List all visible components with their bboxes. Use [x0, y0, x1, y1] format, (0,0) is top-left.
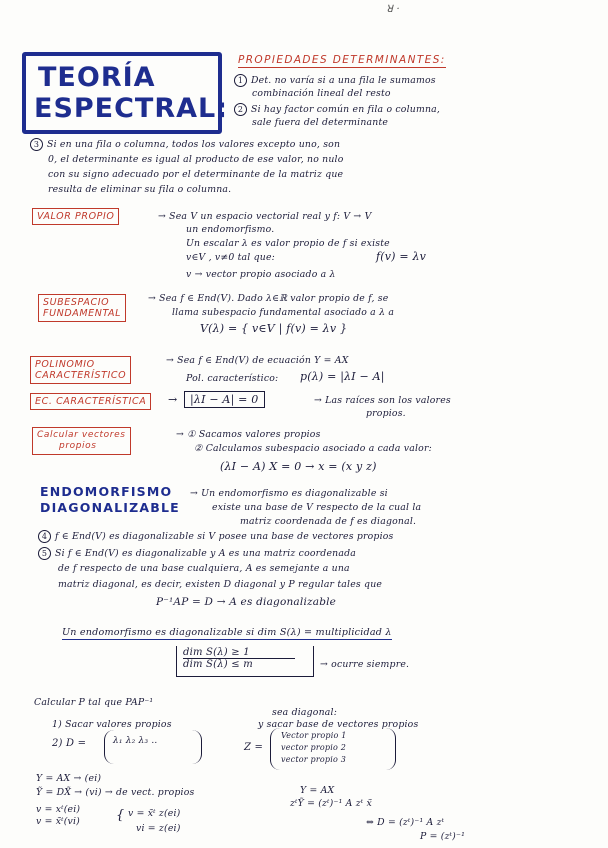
ec-arrow: →	[168, 393, 178, 406]
matrix-eq-4: P = (zᵗ)⁻¹	[420, 831, 466, 842]
calc-p-diagonal: sea diagonal:	[272, 707, 338, 718]
relation-5: v = x̃ᵗ z(ei)	[128, 808, 181, 819]
property-2-cont: sale fuera del determinante	[252, 117, 389, 128]
calcular-label-1: Calcular vectores	[37, 430, 126, 440]
calcular-vectores-label	[32, 427, 131, 455]
vp-line-3: Un escalar λ es valor propio de f si existe	[186, 238, 390, 249]
top-mark: ꓤ ·	[386, 4, 400, 15]
polinomio-label	[30, 356, 131, 384]
ec-equation: |λI − A| = 0	[184, 391, 265, 408]
endomorfismo-title-1: ENDOMORFISMO	[40, 484, 173, 499]
properties-heading: PROPIEDADES DETERMINANTES:	[238, 54, 446, 66]
matrix-z-label: Z =	[244, 742, 264, 753]
calc-line-1: → ① Sacamos valores propios	[176, 429, 321, 440]
step-2: 2) D =	[52, 738, 87, 749]
occurs-always: → ocurre siempre.	[320, 659, 410, 670]
matrix-eq-3: ⇔ D = (zᵗ)⁻¹ A zᵗ	[366, 817, 445, 828]
vp-line-5: v → vector propio asociado a λ	[186, 269, 336, 280]
ec-line-2: propios.	[366, 408, 406, 419]
endo-line-1: → Un endomorfismo es diagonalizable si	[190, 488, 388, 499]
endomorfismo-title-2: DIAGONALIZABLE	[40, 500, 180, 515]
property-3-line-3: con su signo adecuado por el determinante de la matriz que	[48, 169, 344, 180]
property-5-line-2: de f respecto de una base cualquiera, A es semejante a una	[58, 563, 350, 574]
title-line-1: TEORÍA	[38, 62, 156, 93]
diagonalizable-condition: Un endomorfismo es diagonalizable si dim S(λ) = multiplicidad λ	[62, 627, 392, 638]
relation-2: Ỹ = DX̃ → (vi) → de vect. propios	[36, 787, 195, 798]
ec-caracteristica-label: EC. CARACTERÍSTICA	[30, 393, 151, 410]
property-3: 3 Si en una fila o columna, todos los valores excepto uno, son	[30, 138, 340, 151]
property-2: 2 Si hay factor común en fila o columna,	[234, 103, 440, 116]
polinomio-label-1: POLINOMIO	[35, 359, 95, 370]
property-4: 4 f ∈ End(V) es diagonalizable si V posee una base de vectores propios	[38, 530, 394, 543]
subespacio-label-1: SUBESPACIO	[43, 297, 110, 308]
property-3-line-4: resulta de eliminar su fila o columna.	[48, 184, 232, 195]
subespacio-label-2: FUNDAMENTAL	[43, 308, 121, 319]
polinomio-label-2: CARACTERÍSTICO	[35, 370, 127, 381]
title-line-2: ESPECTRAL:	[34, 93, 229, 124]
calc-line-2: ② Calculamos subespacio asociado a cada valor:	[194, 443, 432, 454]
brace: {	[116, 808, 125, 823]
pc-equation: p(λ) = |λI − A|	[300, 370, 385, 383]
sf-line-1: → Sea f ∈ End(V). Dado λ∈ℝ valor propio de f, se	[148, 293, 389, 304]
z-row-2: vector propio 2	[281, 743, 347, 752]
step-1: 1) Sacar valores propios	[52, 719, 172, 730]
property-1-cont: combinación lineal del resto	[252, 88, 391, 99]
matrix-eq-1: Y = AX	[300, 785, 335, 796]
endo-line-2: existe una base de V respecto de la cual la	[212, 502, 422, 513]
pc-line-2: Pol. característico:	[186, 373, 279, 384]
relation-1: Y = AX → (ei)	[36, 773, 102, 784]
property-5: 5 Si f ∈ End(V) es diagonalizable y A es una matriz coordenada	[38, 547, 356, 560]
subespacio-label	[38, 294, 126, 322]
z-row-3: vector propio 3	[281, 755, 347, 764]
z-row-1: Vector propio 1	[281, 731, 347, 740]
sf-equation: V(λ) = { v∈V | f(v) = λv }	[200, 322, 348, 335]
calc-equation: (λI − A) X = 0 → x = (x y z)	[220, 460, 377, 473]
ec-line-1: → Las raíces son los valores	[314, 395, 451, 406]
vp-equation: f(v) = λv	[376, 250, 427, 263]
valor-propio-label: VALOR PROPIO	[32, 208, 119, 225]
vp-line-2: un endomorfismo.	[186, 224, 275, 235]
step-1-b: y sacar base de vectores propios	[258, 719, 419, 730]
property-3-line-2: 0, el determinante es igual al producto de ese valor, no nulo	[48, 154, 344, 165]
condition-2: dim S(λ) ≤ m	[183, 658, 295, 670]
vp-line-1: → Sea V un espacio vectorial real y f: V → V	[158, 211, 372, 222]
property-5-equation: P⁻¹AP = D → A es diagonalizable	[156, 596, 337, 608]
matrix-d-values: λ₁ λ₂ λ₃ ..	[113, 736, 158, 746]
calcular-label-2: propios	[59, 441, 97, 451]
property-1: 1 Det. no varía si a una fila le sumamos	[234, 74, 436, 87]
condition-1: dim S(λ) ≥ 1	[183, 647, 250, 658]
endo-line-3: matriz coordenada de f es diagonal.	[240, 516, 417, 527]
property-5-line-3: matriz diagonal, es decir, existen D diagonal y P regular tales que	[58, 579, 383, 590]
matrix-eq-2: zᵗỸ = (zᵗ)⁻¹ A zᵗ x̃	[290, 798, 372, 809]
relation-4: v = x̃ᵗ(vi)	[36, 816, 80, 827]
pc-line-1: → Sea f ∈ End(V) de ecuación Y = AX	[166, 355, 349, 366]
title-box	[22, 52, 229, 134]
relation-6: vi = z(ei)	[136, 823, 181, 834]
relation-3: v = xᵗ(ei)	[36, 804, 81, 815]
matrix-z	[270, 728, 396, 770]
condition-box	[176, 646, 314, 677]
vp-line-4: v∈V , v≠0 tal que:	[186, 252, 276, 263]
calc-p-line: Calcular P tal que PAP⁻¹	[34, 697, 154, 708]
matrix-d	[104, 730, 202, 764]
sf-line-2: llama subespacio fundamental asociado a λ a	[172, 307, 395, 318]
